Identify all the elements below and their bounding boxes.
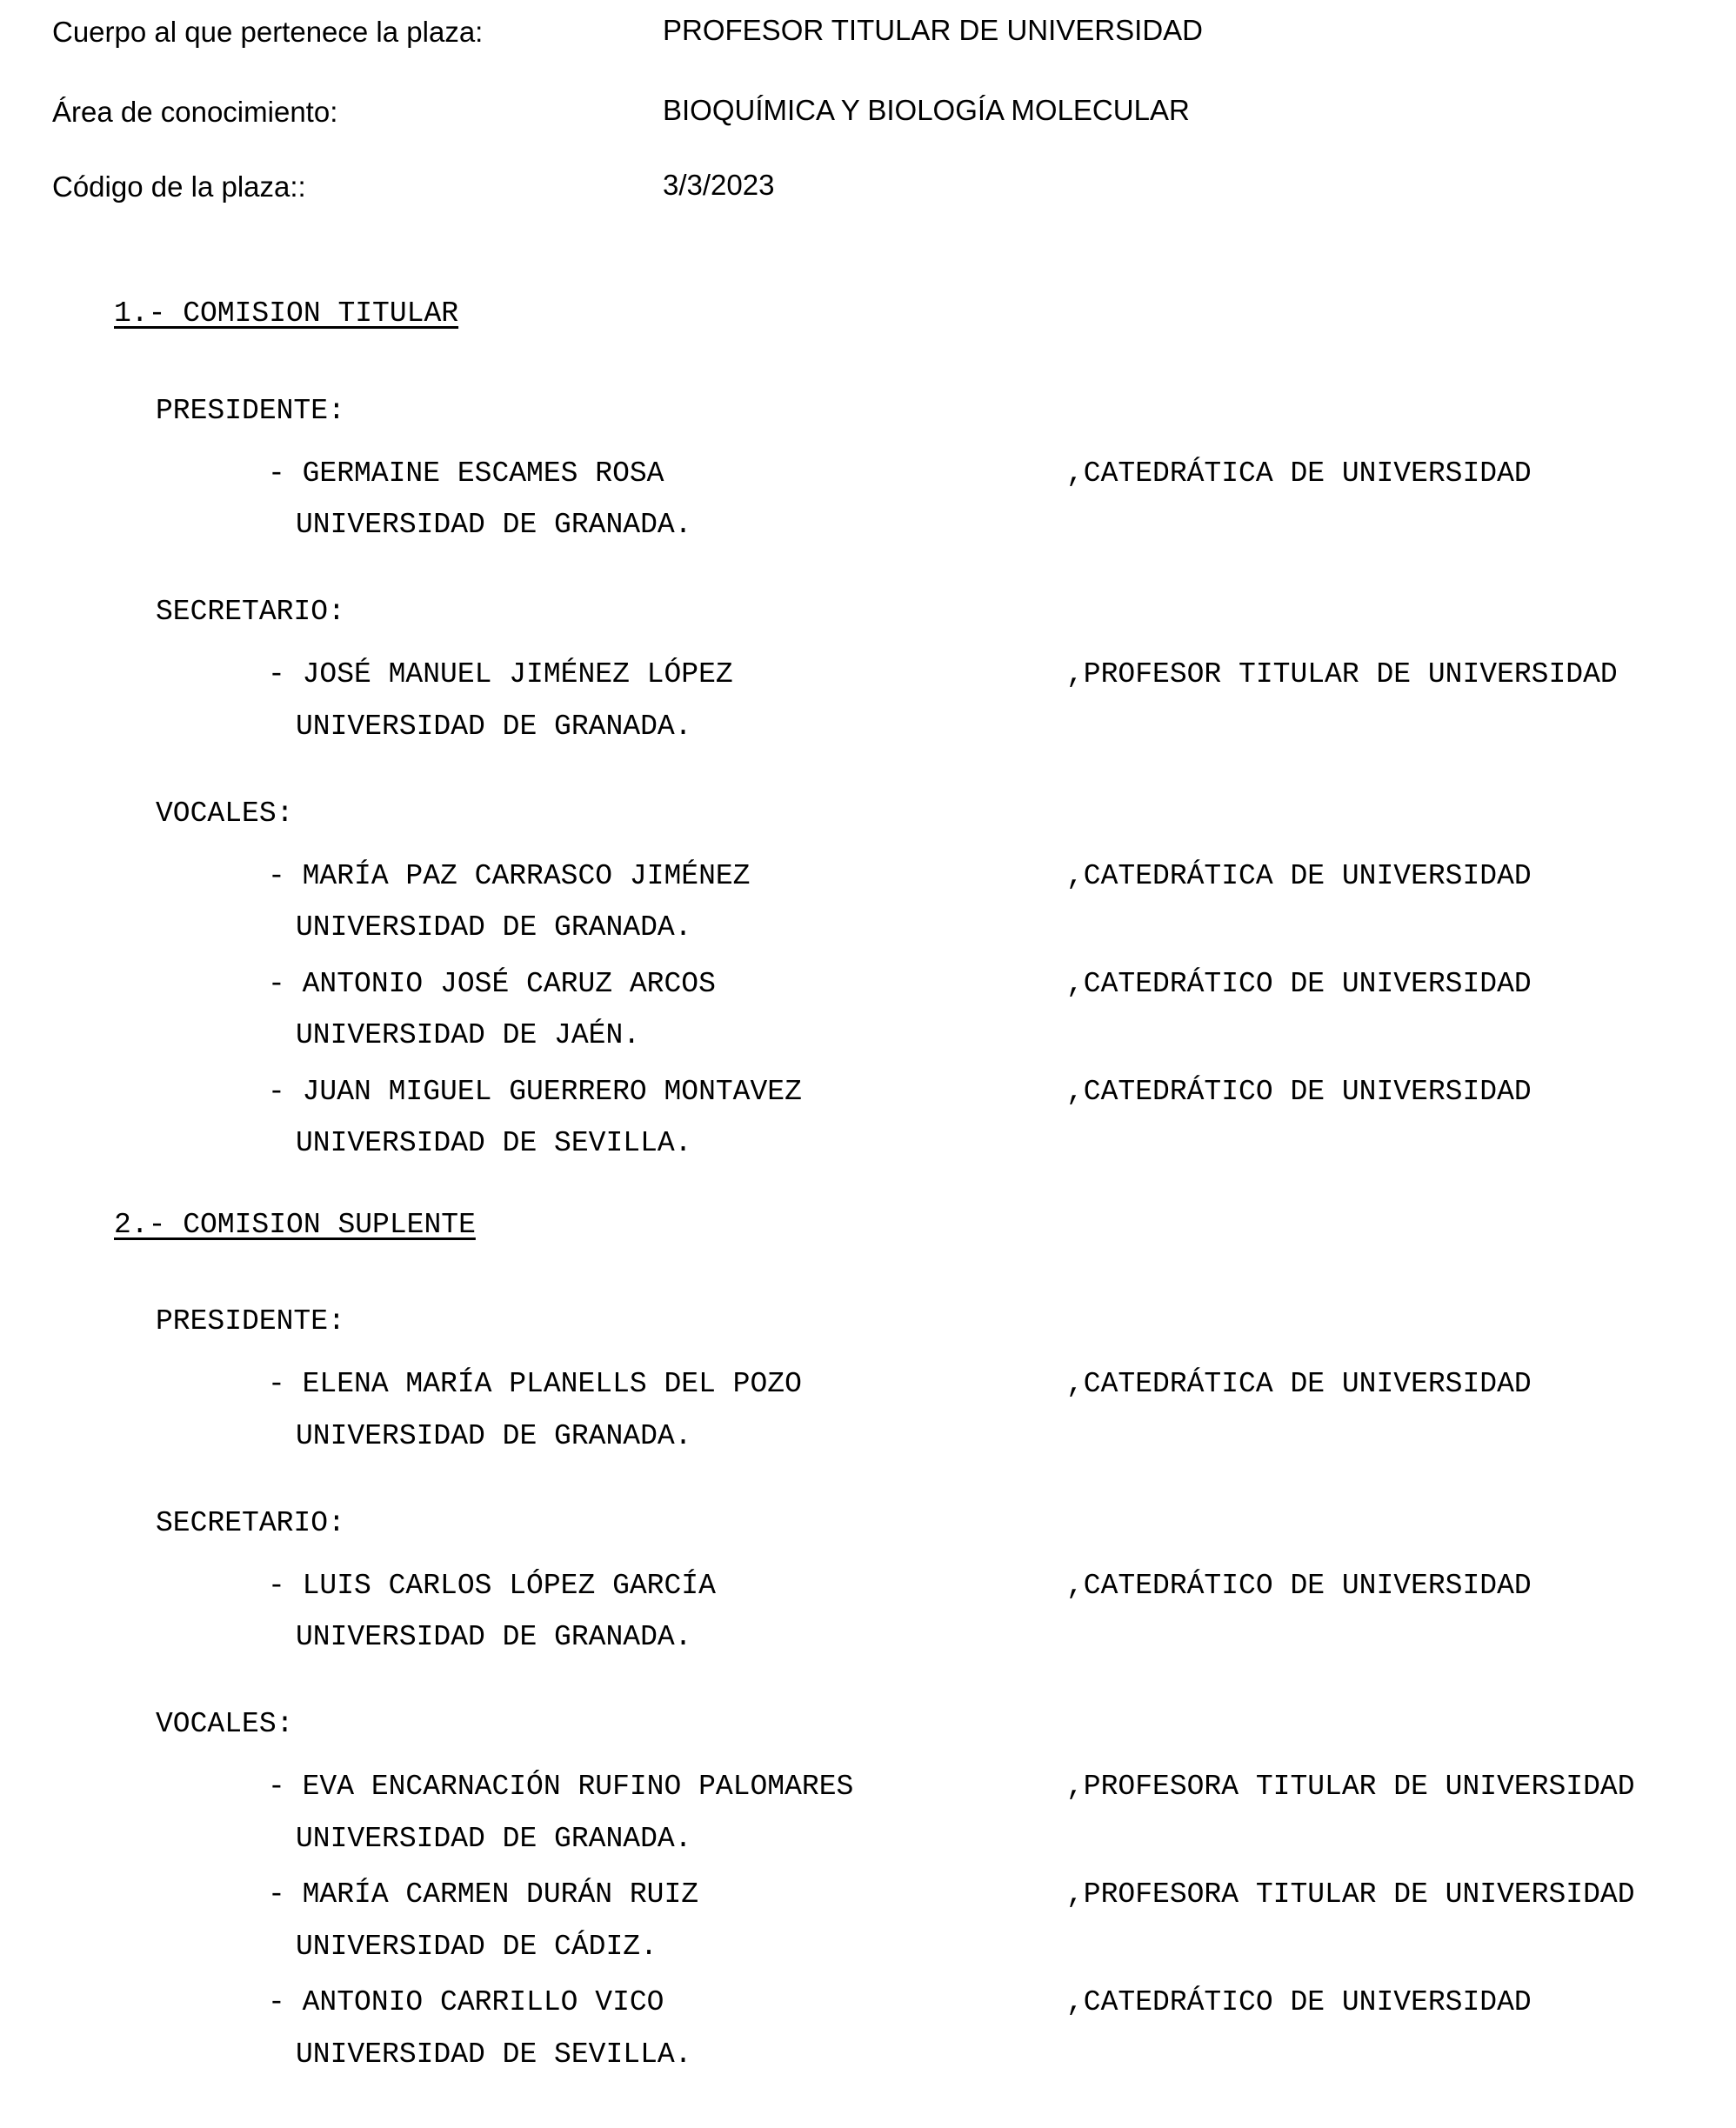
member-position: ,CATEDRÁTICA DE UNIVERSIDAD [1066, 457, 1532, 490]
member-university: UNIVERSIDAD DE JAÉN. [296, 1019, 641, 1051]
area-label: Área de conocimiento: [52, 96, 338, 128]
role-label-vocales: VOCALES: [156, 797, 294, 830]
member-university: UNIVERSIDAD DE GRANADA. [296, 1420, 692, 1452]
member-position: ,PROFESORA TITULAR DE UNIVERSIDAD [1066, 1878, 1635, 1911]
member-position: ,CATEDRÁTICA DE UNIVERSIDAD [1066, 860, 1532, 892]
member-position: ,CATEDRÁTICO DE UNIVERSIDAD [1066, 1076, 1532, 1108]
member-university: UNIVERSIDAD DE GRANADA. [296, 911, 692, 944]
role-label-vocales: VOCALES: [156, 1708, 294, 1740]
member-name: - LUIS CARLOS LÓPEZ GARCÍA [268, 1570, 716, 1602]
member-name: - ANTONIO JOSÉ CARUZ ARCOS [268, 968, 716, 1000]
role-label-presidente: PRESIDENTE: [156, 1305, 345, 1338]
member-name: - JUAN MIGUEL GUERRERO MONTAVEZ [268, 1076, 802, 1108]
member-university: UNIVERSIDAD DE GRANADA. [296, 509, 692, 541]
member-position: ,CATEDRÁTICO DE UNIVERSIDAD [1066, 1986, 1532, 2018]
member-name: - JOSÉ MANUEL JIMÉNEZ LÓPEZ [268, 658, 733, 690]
codigo-label: Código de la plaza:: [52, 170, 306, 203]
member-name: - ANTONIO CARRILLO VICO [268, 1986, 664, 2018]
role-label-presidente: PRESIDENTE: [156, 395, 345, 427]
member-university: UNIVERSIDAD DE SEVILLA. [296, 2038, 692, 2071]
member-name: - GERMAINE ESCAMES ROSA [268, 457, 664, 490]
member-position: ,CATEDRÁTICO DE UNIVERSIDAD [1066, 968, 1532, 1000]
member-name: - MARÍA PAZ CARRASCO JIMÉNEZ [268, 860, 751, 892]
codigo-value: 3/3/2023 [663, 169, 775, 201]
member-position: ,CATEDRÁTICO DE UNIVERSIDAD [1066, 1570, 1532, 1602]
member-name: - ELENA MARÍA PLANELLS DEL POZO [268, 1368, 802, 1400]
member-university: UNIVERSIDAD DE GRANADA. [296, 1621, 692, 1653]
member-university: UNIVERSIDAD DE GRANADA. [296, 710, 692, 743]
area-value: BIOQUÍMICA Y BIOLOGÍA MOLECULAR [663, 94, 1190, 126]
role-label-secretario: SECRETARIO: [156, 1507, 345, 1539]
member-university: UNIVERSIDAD DE SEVILLA. [296, 1127, 692, 1159]
member-position: ,CATEDRÁTICA DE UNIVERSIDAD [1066, 1368, 1532, 1400]
member-position: ,PROFESORA TITULAR DE UNIVERSIDAD [1066, 1771, 1635, 1803]
section-title-suplente: 2.- COMISION SUPLENTE [114, 1209, 476, 1241]
member-university: UNIVERSIDAD DE GRANADA. [296, 1823, 692, 1855]
member-university: UNIVERSIDAD DE CÁDIZ. [296, 1931, 658, 1963]
cuerpo-value: PROFESOR TITULAR DE UNIVERSIDAD [663, 14, 1203, 46]
cuerpo-label: Cuerpo al que pertenece la plaza: [52, 16, 484, 48]
section-title-titular: 1.- COMISION TITULAR [114, 297, 459, 330]
role-label-secretario: SECRETARIO: [156, 596, 345, 628]
member-name: - EVA ENCARNACIÓN RUFINO PALOMARES [268, 1771, 854, 1803]
member-name: - MARÍA CARMEN DURÁN RUIZ [268, 1878, 699, 1911]
member-position: ,PROFESOR TITULAR DE UNIVERSIDAD [1066, 658, 1618, 690]
